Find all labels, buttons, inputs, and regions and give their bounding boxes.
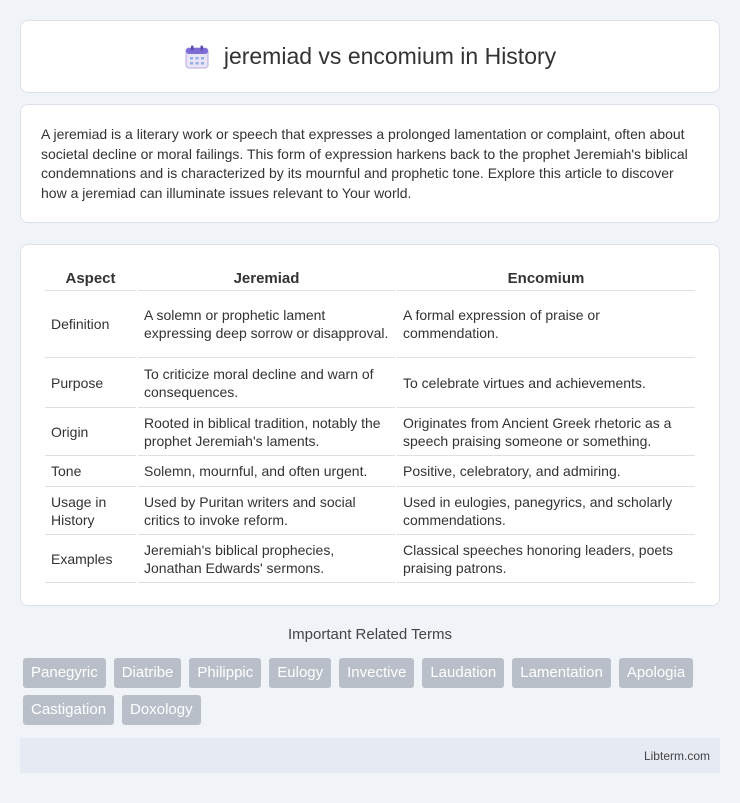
table-row: [45, 291, 695, 358]
table-row: [45, 535, 695, 583]
table-row: [45, 487, 695, 535]
cell-aspect: Definition: [45, 291, 136, 358]
header-encomium: Encomium: [397, 265, 695, 291]
cell-aspect: Purpose: [45, 358, 136, 408]
table-row: [45, 408, 695, 456]
page-title: jeremiad vs encomium in History: [223, 43, 557, 69]
comparison-table-card: [20, 244, 720, 606]
tag-eulogy[interactable]: Eulogy: [269, 658, 331, 688]
table-row: [45, 456, 695, 487]
tag-doxology[interactable]: Doxology: [122, 695, 201, 725]
tag-lamentation[interactable]: Lamentation: [512, 658, 611, 688]
table-header-row: [45, 265, 695, 291]
cell-encomium: A formal expression of praise or commendation.: [397, 291, 695, 358]
title-wrap: [184, 43, 556, 70]
tag-panegyric[interactable]: Panegyric: [23, 658, 106, 688]
cell-encomium: Originates from Ancient Greek rhetoric as a speech praising someone or something.: [397, 408, 695, 456]
cell-aspect: Tone: [45, 456, 136, 487]
footer: [20, 738, 720, 773]
tag-laudation[interactable]: Laudation: [422, 658, 504, 688]
tag-diatribe[interactable]: Diatribe: [114, 658, 182, 688]
intro-text: A jeremiad is a literary work or speech that expresses a prolonged lamentation or complaint, often about societal decline or moral failings. This form of expression harkens back to the prophet Jeremiah's biblical condemnations and is characterized by its mournful and prophetic tone. Explore this article to discover how a jeremiad can illuminate issues relevant to Your world.: [41, 126, 688, 201]
cell-aspect: Examples: [45, 535, 136, 583]
table-row: [45, 358, 695, 408]
tag-castigation[interactable]: Castigation: [23, 695, 114, 725]
intro-card: [20, 104, 720, 223]
cell-jeremiad: Used by Puritan writers and social critics to invoke reform.: [138, 487, 395, 535]
tag-apologia[interactable]: Apologia: [619, 658, 693, 688]
cell-jeremiad: Jeremiah's biblical prophecies, Jonathan Edwards' sermons.: [138, 535, 395, 583]
comparison-table: [43, 265, 697, 583]
related-terms-tags: [23, 658, 723, 725]
cell-jeremiad: A solemn or prophetic lament expressing deep sorrow or disapproval.: [138, 291, 395, 358]
cell-aspect: Origin: [45, 408, 136, 456]
header-aspect: Aspect: [45, 265, 136, 291]
cell-jeremiad: Solemn, mournful, and often urgent.: [138, 456, 395, 487]
calendar-icon: [184, 44, 210, 70]
cell-encomium: Classical speeches honoring leaders, poets praising patrons.: [397, 535, 695, 583]
header-jeremiad: Jeremiad: [138, 265, 395, 291]
cell-encomium: Positive, celebratory, and admiring.: [397, 456, 695, 487]
header-card: [20, 20, 720, 93]
footer-site-link[interactable]: Libterm.com: [643, 748, 710, 763]
cell-encomium: Used in eulogies, panegyrics, and scholarly commendations.: [397, 487, 695, 535]
tag-philippic[interactable]: Philippic: [189, 658, 261, 688]
cell-jeremiad: To criticize moral decline and warn of consequences.: [138, 358, 395, 408]
cell-encomium: To celebrate virtues and achievements.: [397, 358, 695, 408]
tag-invective[interactable]: Invective: [339, 658, 414, 688]
related-terms-title: Important Related Terms: [288, 626, 452, 643]
cell-aspect: Usage in History: [45, 487, 136, 535]
cell-jeremiad: Rooted in biblical tradition, notably the prophet Jeremiah's laments.: [138, 408, 395, 456]
